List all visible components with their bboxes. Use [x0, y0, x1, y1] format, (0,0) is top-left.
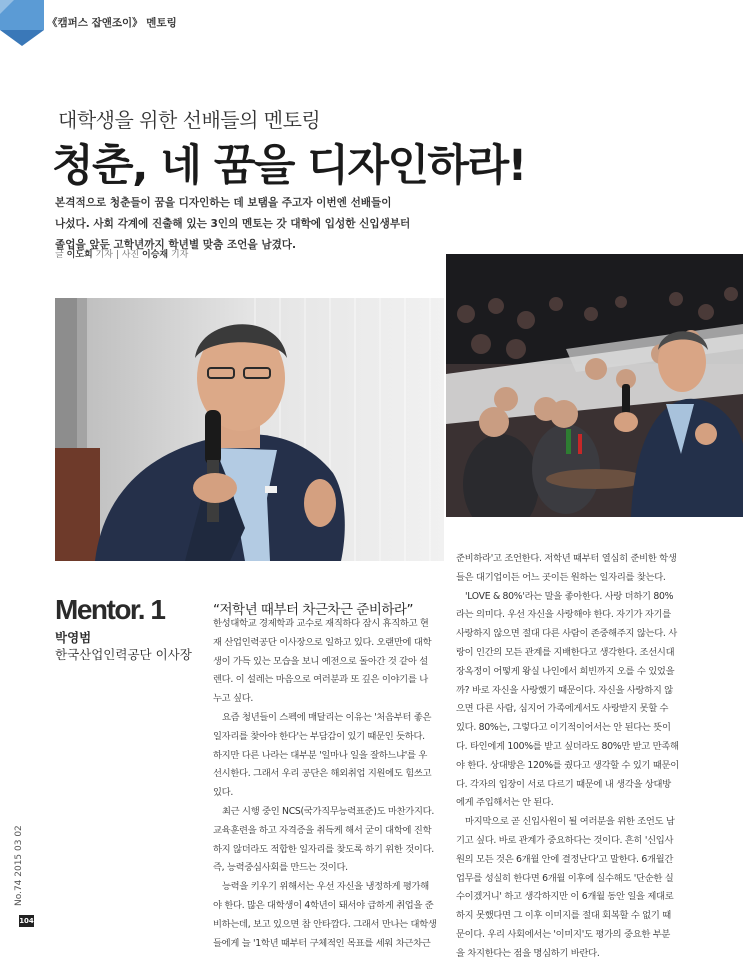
body-line: 한성대학교 경제학과 교수로 재직하다 잠시 휴직하고 현 — [213, 618, 429, 629]
mentor-name: 박영범 — [55, 630, 92, 645]
body-line: 교육훈련을 하고 자격증을 취득케 해서 굳이 대학에 진학 — [213, 824, 432, 836]
issue-info — [14, 816, 28, 906]
body-line: 있다. — [213, 787, 234, 799]
lead-line: 졸업을 앞둔 고학년까지 학년별 맞춤 조언을 남겼다. — [55, 239, 297, 251]
body-line: 다. 각자의 입장이 서로 다르기 때문에 내 생각을 상대방 — [456, 778, 671, 790]
body-line: 누고 싶다. — [213, 693, 254, 705]
body-line: 야 한다. 많은 대학생이 4학년이 돼서야 급하게 취업을 준 — [213, 899, 434, 911]
byline-photo-prefix: 사진 — [121, 250, 140, 260]
body-line: 들은 대기업이든 어느 곳이든 원하는 일자리를 찾는다. — [456, 571, 666, 583]
body-line: 마지막으로 곧 신입사원이 될 여러분을 위한 조언도 남 — [456, 816, 675, 828]
body-line: 일자리를 찾아야 한다'는 부담감이 있기 때문인 듯하다. — [213, 730, 425, 742]
body-column-1 — [213, 615, 437, 953]
body-line: 다. 타인에게 100%를 받고 싶더라도 80%만 받고 만족해 — [456, 740, 679, 752]
body-line: 문이다. 우리 사회에서는 '이미지'도 평가의 중요한 부분 — [456, 928, 671, 940]
mentor-title: 한국산업인력공단 이사장 — [55, 647, 192, 662]
page-number: 104 — [19, 917, 34, 925]
body-line: 하지만 다른 나라는 대부분 '일마나 일을 잘하느냐'를 우 — [213, 749, 428, 761]
body-line: 요즘 청년들이 스펙에 매달리는 이유는 '처음부터 좋은 — [213, 711, 432, 723]
byline — [55, 247, 188, 260]
article-subtitle: 대학생을 위한 선배들의 멘토링 — [58, 108, 321, 132]
body-line: 원의 모든 것은 6개월 안에 결정난다'고 말한다. 6개월간 — [456, 853, 674, 865]
lead-line: 나섰다. 사회 각계에 진출해 있는 3인의 멘토는 갓 대학에 입성한 신입생부터 — [55, 218, 411, 230]
body-line: 까? 바로 자신을 사랑했기 때문이다. 자신을 사랑하지 않 — [456, 684, 673, 696]
byline-writer-prefix: 글 — [55, 250, 64, 260]
body-line: 수이겠거니' 하고 생각하지만 이 6개월 동안 일을 제대로 — [456, 891, 674, 903]
body-line: 준비하라'고 조언한다. 저학년 때부터 열심히 준비한 학생 — [456, 553, 677, 564]
body-line: 'LOVE & 80%'라는 말을 좋아한다. 사랑 더하기 80% — [456, 590, 674, 602]
body-line: 랑이 인간의 모든 관계를 지배한다고 생각한다. 조선시대 — [456, 646, 675, 658]
body-line: 능력을 키우기 위해서는 우선 자신을 냉정하게 평가해 — [213, 881, 429, 893]
mentor-quote: “저학년 때부터 차근차근 준비하라” — [213, 602, 413, 618]
byline-writer-suffix: 기자 — [95, 250, 113, 260]
body-line: 들에게 늘 '1학년 때부터 구체적인 목표를 세워 차근차근 — [213, 937, 431, 949]
byline-separator: | — [115, 250, 119, 260]
body-line: 하지 않더라도 적합한 일자리를 찾도록 하기 위한 것이다. — [213, 843, 434, 855]
body-line: 기고 싶다. 바로 관계가 중요하다는 것이다. 흔히 '신입사 — [456, 834, 674, 846]
lead-line: 본격적으로 청춘들이 꿈을 디자인하는 데 보탬을 주고자 이번엔 선배들이 — [55, 197, 392, 209]
mentor-label: Mentor. 1 — [55, 594, 165, 625]
body-line: 업무를 성실히 한다면 6개월 이후에 실수해도 '단순한 실 — [456, 872, 674, 884]
article-title: 청춘, 네 꿈을 디자인하라! — [52, 141, 526, 191]
body-line: 생이 가득 있는 모습을 보니 예전으로 돌아간 것 같아 설 — [213, 655, 428, 667]
body-line: 에게 주입해서는 안 된다. — [456, 797, 554, 809]
body-line: 야 한다. 상대방은 120%를 줬다고 생각할 수 있기 때문이 — [456, 759, 679, 771]
mentor-speaking-photo — [55, 298, 444, 561]
audience-photo — [446, 254, 743, 517]
body-line: 선시한다. 그래서 우리 공단은 해외취업 지원에도 힘쓰고 — [213, 768, 432, 780]
body-line: 하지 못했다면 그 이후 이미지를 절대 회복할 수 없기 때 — [456, 910, 671, 922]
byline-photographer: 이승재 — [142, 250, 169, 260]
body-line: 라는 의미다. 우선 자신을 사랑해야 한다. 자기가 자기를 — [456, 609, 671, 621]
body-line: 비하는데, 보고 있으면 참 안타깝다. 그래서 만나는 대학생 — [213, 918, 437, 930]
body-line: 으면 다른 사람, 심지어 가족에게서도 사랑받지 못할 수 — [456, 703, 669, 715]
body-line: 사랑하지 않으면 절대 다른 사람이 존중해주지 않는다. 사 — [456, 628, 677, 640]
issue-label: No.74 2015 03 02 — [14, 825, 24, 906]
byline-writer: 이도희 — [66, 250, 93, 260]
section-tag: 《캠퍼스 잡앤조이》 멘토링 — [47, 17, 177, 29]
body-line: 재 산업인력공단 이사장으로 일하고 있다. 오랜만에 대학 — [213, 636, 432, 648]
body-line: 있다. 80%는, 그렇다고 이기적이어서는 안 된다는 뜻이 — [456, 722, 671, 734]
byline-photo-suffix: 기자 — [170, 250, 189, 260]
body-line: 장옥정이 어떻게 왕실 나인에서 희빈까지 오를 수 있었을 — [456, 665, 675, 677]
body-line: 최근 시행 중인 NCS(국가직무능력표준)도 마찬가지다. — [213, 805, 434, 817]
corner-accent — [0, 0, 44, 46]
body-line: 즉, 능력중심사회를 만드는 것이다. — [213, 862, 348, 874]
body-line: 을 차지한다는 점을 명심하기 바란다. — [456, 947, 600, 959]
body-line: 렌다. 이 설레는 마음으로 여러분과 또 깊은 이야기를 나 — [213, 674, 428, 686]
body-column-2 — [456, 550, 741, 964]
